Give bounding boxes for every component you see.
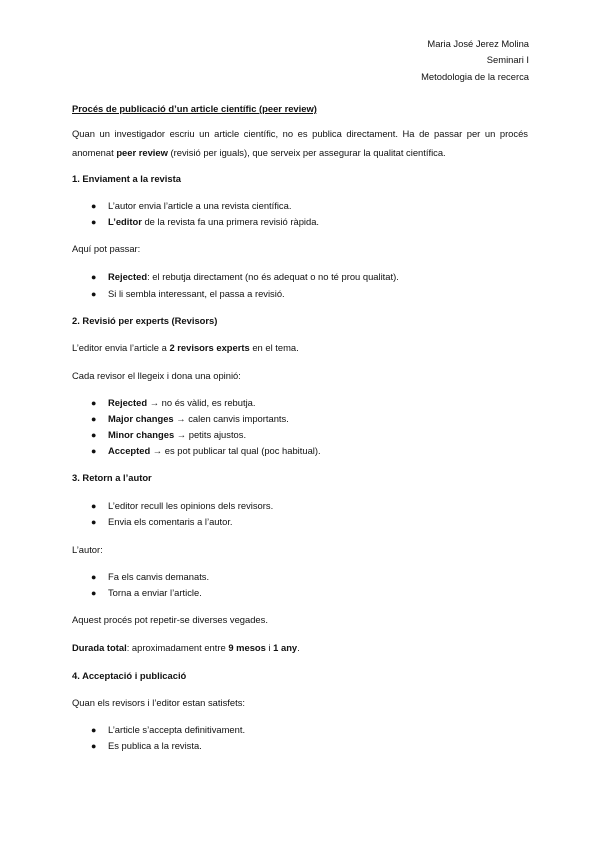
list-item: ● Si li sembla interessant, el passa a revisió. <box>91 288 285 299</box>
bullet-icon: ● <box>91 446 97 456</box>
list-item: ● Major changes → calen canvis importants. <box>91 413 289 424</box>
bullet-icon: ● <box>91 217 97 227</box>
list-item: ● Torna a enviar l’article. <box>91 587 202 598</box>
bullet-icon: ● <box>91 725 97 735</box>
paragraph: Aquest procés pot repetir-se diverses vegades. <box>72 614 268 625</box>
bullet-icon: ● <box>91 201 97 211</box>
section-4-heading: 4. Acceptació i publicació <box>72 670 187 681</box>
paragraph: L’editor envia l’article a 2 revisors experts en el tema. <box>72 342 299 353</box>
intro-paragraph: Quan un investigador escriu un article científic, no es publica directament. Ha de passar per un procés anomenat peer review (revisió per iguals), que serveix per assegurar la qualitat científica. <box>72 128 528 158</box>
header-subject: Metodologia de la recerca <box>421 71 529 82</box>
paragraph: L’autor: <box>72 544 103 555</box>
bullet-icon: ● <box>91 517 97 527</box>
paragraph: Cada revisor el llegeix i dona una opinió: <box>72 370 241 381</box>
bullet-icon: ● <box>91 572 97 582</box>
bullet-icon: ● <box>91 430 97 440</box>
header-course: Seminari I <box>486 54 529 65</box>
bullet-icon: ● <box>91 501 97 511</box>
list-item: ● Es publica a la revista. <box>91 740 202 751</box>
list-item: ● Rejected → no és vàlid, es rebutja. <box>91 397 256 408</box>
bullet-icon: ● <box>91 289 97 299</box>
list-item: ● Accepted → es pot publicar tal qual (poc habitual). <box>91 445 321 456</box>
list-item: ● L’editor recull les opinions dels revisors. <box>91 500 274 511</box>
list-item: ● Fa els canvis demanats. <box>91 571 210 582</box>
bullet-icon: ● <box>91 588 97 598</box>
paragraph: Durada total: aproximadament entre 9 mesos i 1 any. <box>72 642 300 653</box>
bullet-icon: ● <box>91 414 97 424</box>
list-item: ● Envia els comentaris a l’autor. <box>91 516 233 527</box>
list-item: ● L’article s’accepta definitivament. <box>91 724 246 735</box>
bullet-icon: ● <box>91 398 97 408</box>
section-3-heading: 3. Retorn a l’autor <box>72 472 152 483</box>
paragraph: Quan els revisors i l’editor estan satisfets: <box>72 697 245 708</box>
list-item: ● Minor changes → petits ajustos. <box>91 429 247 440</box>
document-title: Procés de publicació d’un article científic (peer review) <box>72 103 317 114</box>
list-item: ● L’autor envia l’article a una revista científica. <box>91 200 292 211</box>
paragraph: Aquí pot passar: <box>72 243 141 254</box>
header-author: Maria José Jerez Molina <box>427 38 529 49</box>
list-item: ● L’editor de la revista fa una primera revisió ràpida. <box>91 216 320 227</box>
bullet-icon: ● <box>91 272 97 282</box>
section-1-heading: 1. Enviament a la revista <box>72 173 181 184</box>
section-2-heading: 2. Revisió per experts (Revisors) <box>72 315 218 326</box>
bullet-icon: ● <box>91 741 97 751</box>
list-item: ● Rejected: el rebutja directament (no és adequat o no té prou qualitat). <box>91 271 399 282</box>
